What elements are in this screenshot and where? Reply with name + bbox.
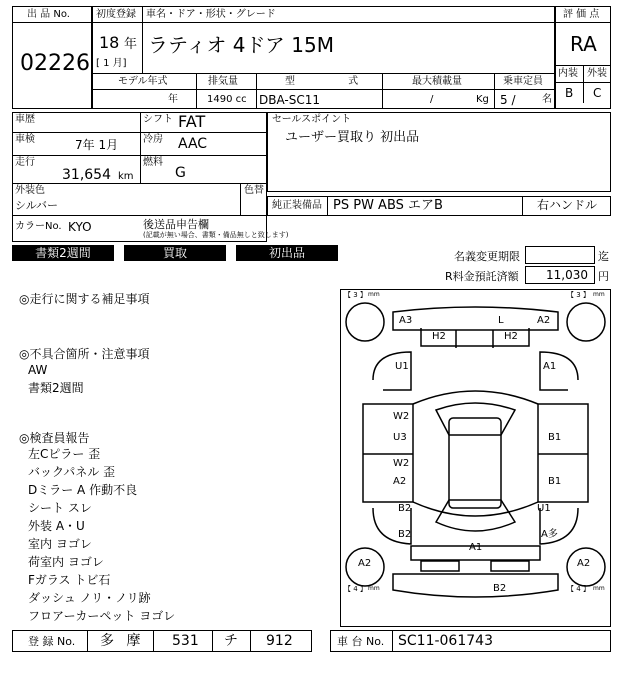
rating-label: 評 価 点 (563, 9, 600, 20)
driving-heading: ◎走行に関する補足事項 (19, 292, 150, 306)
post-docs-note: (記載が無い場合、書類・備品無しと致します) (143, 231, 289, 239)
damage-label: A1 (469, 542, 483, 553)
inspector-item: Fガラス トビ石 (28, 573, 111, 587)
inspector-item: 荷室内 ヨゴレ (28, 555, 104, 569)
tire-br: 【 4 】 (567, 585, 590, 593)
chassis-label: 車 台 No. (337, 635, 385, 648)
capacity-value: 5 / (500, 93, 516, 107)
displacement-label: 排気量 (208, 76, 238, 87)
inspector-item: 室内 ヨゴレ (28, 537, 92, 551)
recycle-value: 11,030 (546, 268, 588, 282)
car-diagram (340, 289, 611, 627)
tag-first-listing: 初出品 (236, 245, 338, 261)
post-docs-label: 後送品申告欄 (143, 218, 209, 231)
mileage-label: 走行 (15, 157, 35, 168)
reg-kana: チ (224, 633, 238, 649)
type-label: 型 式 (285, 76, 359, 87)
inspector-item: 外装 A・U (28, 519, 85, 533)
shaken-value: 7年 1月 (75, 138, 119, 152)
damage-label: A3 (399, 315, 413, 326)
fuel-value: G (175, 165, 186, 181)
inspector-item: シート スレ (28, 501, 92, 515)
inspector-item: バックパネル 歪 (28, 465, 116, 479)
damage-label: B1 (548, 432, 562, 443)
tire-tl-unit: mm (368, 291, 380, 298)
tag-buyout: 買取 (124, 245, 226, 261)
exterior-color-label: 外装色 (15, 185, 45, 196)
lot-label: 出 品 No. (27, 9, 70, 20)
first-reg-month: [ 1 月] (96, 58, 127, 69)
first-reg-year-unit: 年 (124, 37, 138, 52)
shift-label: シフト (143, 114, 173, 125)
inspector-item: 左Cピラー 歪 (28, 447, 101, 461)
history-label: 車歴 (15, 114, 35, 125)
damage-label: B2 (493, 583, 507, 594)
color-no-label: カラーNo. (15, 221, 62, 232)
max-load-unit: Kg (476, 94, 489, 105)
damage-label: H2 (504, 331, 518, 342)
tire-br-unit: mm (593, 585, 605, 592)
tag-docs: 書類2週間 (12, 245, 114, 261)
shaken-label: 車検 (15, 134, 35, 145)
damage-label: A1 (543, 361, 557, 372)
defect-item: AW (28, 363, 48, 377)
color-no-value: KYO (68, 220, 92, 234)
first-reg-year: 18 (99, 33, 120, 52)
interior-grade: B (565, 86, 574, 100)
equipment-label: 純正装備品 (272, 200, 322, 211)
name-change-unit: 迄 (598, 250, 609, 263)
tire-tl: 【 3 】 (344, 291, 367, 299)
mileage-unit: km (118, 171, 134, 182)
mileage-value: 31,654 (62, 167, 111, 183)
model-year-unit: 年 (168, 94, 178, 105)
recycle-unit: 円 (598, 270, 609, 283)
tire-bl-unit: mm (368, 585, 380, 592)
inspector-heading: ◎検査員報告 (19, 431, 90, 445)
name-change-label: 名義変更期限 (454, 250, 520, 263)
damage-label: U1 (537, 503, 551, 514)
reg-label: 登 録 No. (28, 635, 76, 648)
equipment-value: PS PW ABS エアB (333, 198, 443, 213)
type-value: DBA-SC11 (259, 93, 321, 107)
model-year-label: モデル年式 (118, 76, 168, 87)
reg-class: 531 (172, 633, 199, 649)
exterior-color-value: シルバー (15, 199, 58, 212)
damage-label: H2 (432, 331, 446, 342)
damage-label: A2 (577, 558, 591, 569)
car-name: ラティオ 4ドア 15M (148, 33, 334, 57)
fuel-label: 燃料 (143, 157, 163, 168)
damage-label: B1 (548, 476, 562, 487)
recycle-label: R料金預託済額 (445, 270, 519, 283)
inspector-item: ダッシュ ノリ・ノリ跡 (28, 591, 151, 605)
color-change-label: 色替 (244, 185, 264, 196)
sales-point-value: ユーザー買取り 初出品 (285, 130, 420, 145)
name-change-box (525, 246, 595, 264)
capacity-unit: 名 (542, 94, 552, 105)
damage-label: U3 (393, 432, 407, 443)
displacement-value: 1490 cc (207, 94, 247, 105)
exterior-grade: C (593, 86, 602, 100)
damage-label: A多 (541, 529, 558, 540)
first-reg-label: 初度登録 (96, 9, 136, 20)
inspector-item: Dミラー A 作動不良 (28, 483, 138, 497)
rating-value: RA (570, 32, 597, 56)
reg-area: 多 摩 (100, 633, 141, 649)
defects-heading: ◎不具合箇所・注意事項 (19, 347, 150, 361)
car-outline (341, 290, 610, 626)
ac-label: 冷房 (143, 134, 163, 145)
inspector-item: フロアーカーペット ヨゴレ (28, 609, 176, 623)
chassis-value: SC11-061743 (398, 633, 493, 649)
damage-label: W2 (393, 458, 410, 469)
damage-label: A2 (537, 315, 551, 326)
shift-value: FAT (178, 112, 206, 131)
max-load-label: 最大積載量 (412, 76, 462, 87)
damage-label: B2 (398, 529, 412, 540)
damage-label: B2 (398, 503, 412, 514)
interior-label: 内装 (558, 68, 578, 79)
steering-value: 右ハンドル (537, 198, 598, 212)
tire-bl: 【 4 】 (344, 585, 367, 593)
damage-label: L (498, 315, 504, 326)
tire-tr: 【 3 】 (567, 291, 590, 299)
ac-value: AAC (178, 136, 208, 152)
reg-number: 912 (266, 633, 293, 649)
defect-item: 書類2週間 (28, 381, 84, 395)
exterior-label: 外装 (587, 68, 607, 79)
lot-number: 02226 (20, 51, 90, 76)
damage-label: U1 (395, 361, 409, 372)
max-load-value: / (430, 94, 434, 105)
car-name-label: 車名・ドア・形状・グレード (146, 9, 276, 20)
damage-label: W2 (393, 411, 410, 422)
damage-label: A2 (358, 558, 372, 569)
tire-tr-unit: mm (593, 291, 605, 298)
sales-point-label: セールスポイント (272, 114, 352, 125)
damage-label: A2 (393, 476, 407, 487)
capacity-label: 乗車定員 (503, 76, 543, 87)
